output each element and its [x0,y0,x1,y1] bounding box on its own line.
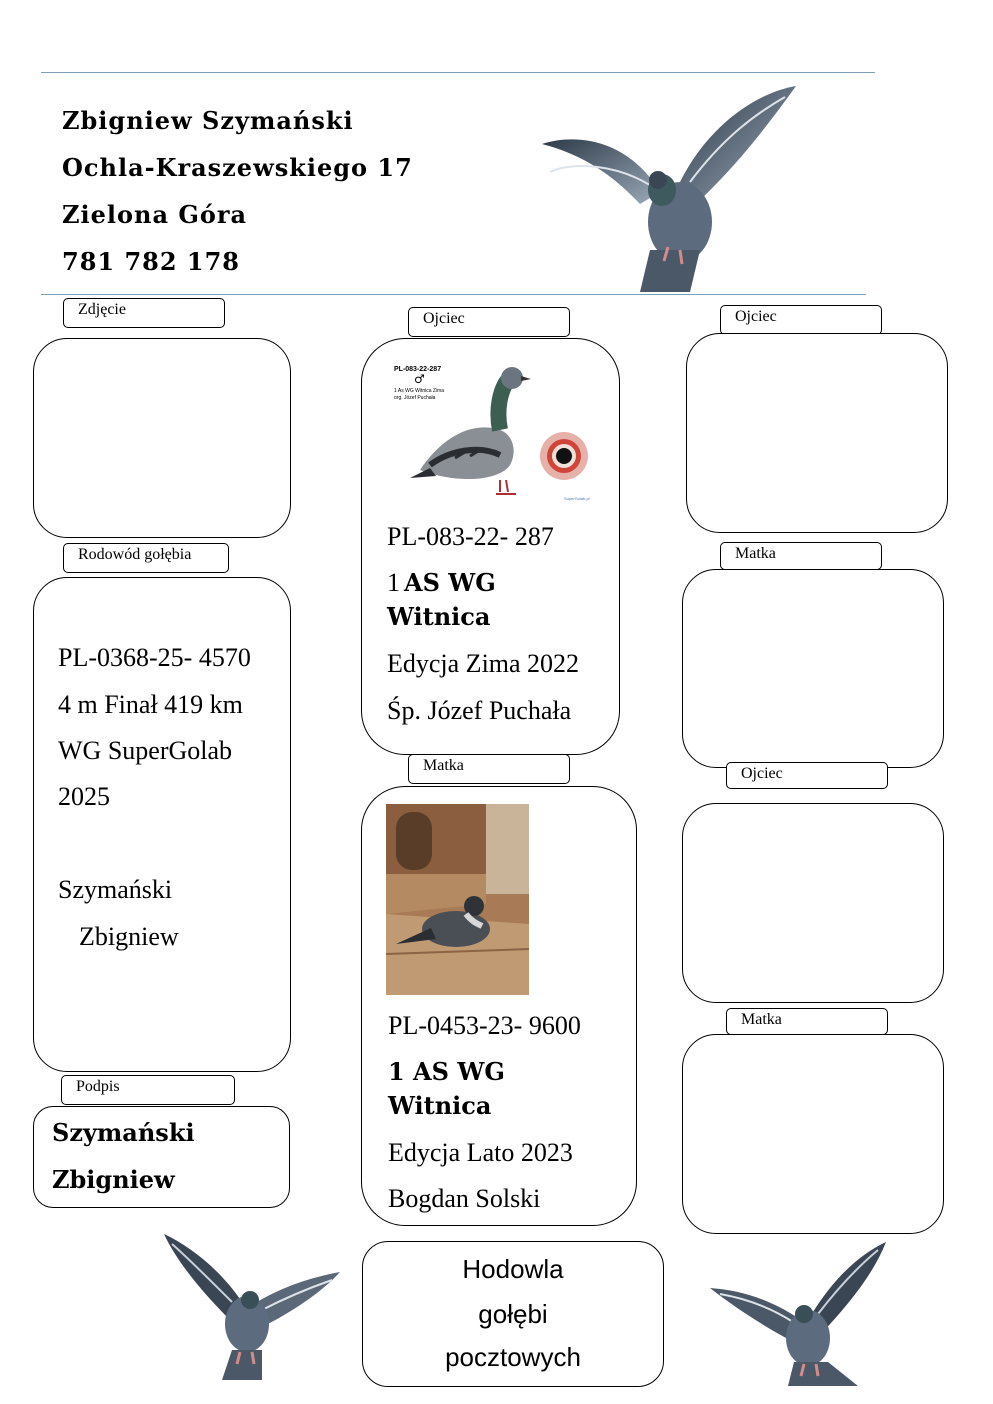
photo-label: Zdjęcie [63,298,225,328]
pedigree-label: Rodowód gołębia [63,543,229,573]
bird-competition: WG SuperGolab [58,736,233,765]
sire-label: Ojciec [408,307,570,337]
sire-photo-watermark: SuperGolab.pl [564,496,590,501]
header-bottom-rule [41,294,866,295]
grandsire-label-1: Ojciec [720,305,882,335]
flying-pigeon-illustration [540,82,802,294]
bird-owner-surname: Szymański [58,875,173,904]
pigeon-profile-icon [400,360,540,500]
sire-title-row [387,566,496,604]
sire-title-bold: AS WG [404,568,496,597]
granddam-label-2: Matka [726,1008,888,1035]
signature-line2: Zbigniew [52,1165,175,1194]
signature-label: Podpis [61,1075,235,1105]
signature-line1: Szymański [52,1118,195,1147]
sire-edition: Edycja Zima 2022 [387,649,580,678]
flying-pigeon-right-illustration [708,1240,888,1388]
sire-ring: PL-083-22- 287 [387,522,554,551]
granddam-box-1 [682,569,944,768]
dam-title2: Witnica [388,1091,492,1120]
sire-photo-caption1: 1 As WG Witnica Zima [394,388,445,394]
bird-ring: PL-0368-25- 4570 [58,643,251,672]
granddam-label-1: Matka [720,542,882,570]
footer-box [362,1241,664,1387]
header-top-rule [41,72,875,73]
sire-owner: Śp. Józef Puchała [387,696,572,725]
bird-year: 2025 [58,782,110,811]
footer-line2: gołębi [478,1299,548,1329]
pigeon-eye-icon [538,430,590,482]
dam-photo [386,804,529,995]
breeder-name: Zbigniew Szymański [62,106,354,135]
breeder-phone: 781 782 178 [62,247,241,276]
sire-title-place: Witnica [387,602,491,631]
dam-label: Matka [408,754,570,784]
grandsire-box-2 [682,803,944,1003]
bird-result: 4 m Finał 419 km [58,690,243,719]
bird-owner-name: Zbigniew [79,922,179,951]
photo-box [33,338,291,538]
breeder-city: Zielona Góra [62,200,248,229]
sire-photo-ring: PL-083-22-287 [394,366,442,373]
breeder-address: Ochla-Kraszewskiego 17 [62,153,413,182]
granddam-box-2 [682,1034,944,1234]
dam-title1: 1 AS WG [388,1057,505,1086]
sire-photo-symbol: ♂ [414,372,425,386]
footer-line3: pocztowych [445,1342,581,1372]
flying-pigeon-left-illustration [162,1232,342,1382]
dam-owner: Bogdan Solski [388,1184,541,1213]
grandsire-label-2: Ojciec [726,762,888,789]
dam-ring: PL-0453-23- 9600 [388,1011,581,1040]
footer-line1: Hodowla [462,1254,564,1284]
dam-edition: Edycja Lato 2023 [388,1138,573,1167]
sire-photo [386,356,600,506]
grandsire-box-1 [686,333,948,533]
sire-title-number: 1 [387,568,400,597]
sire-photo-caption2: org. Józef Puchała [394,395,436,401]
